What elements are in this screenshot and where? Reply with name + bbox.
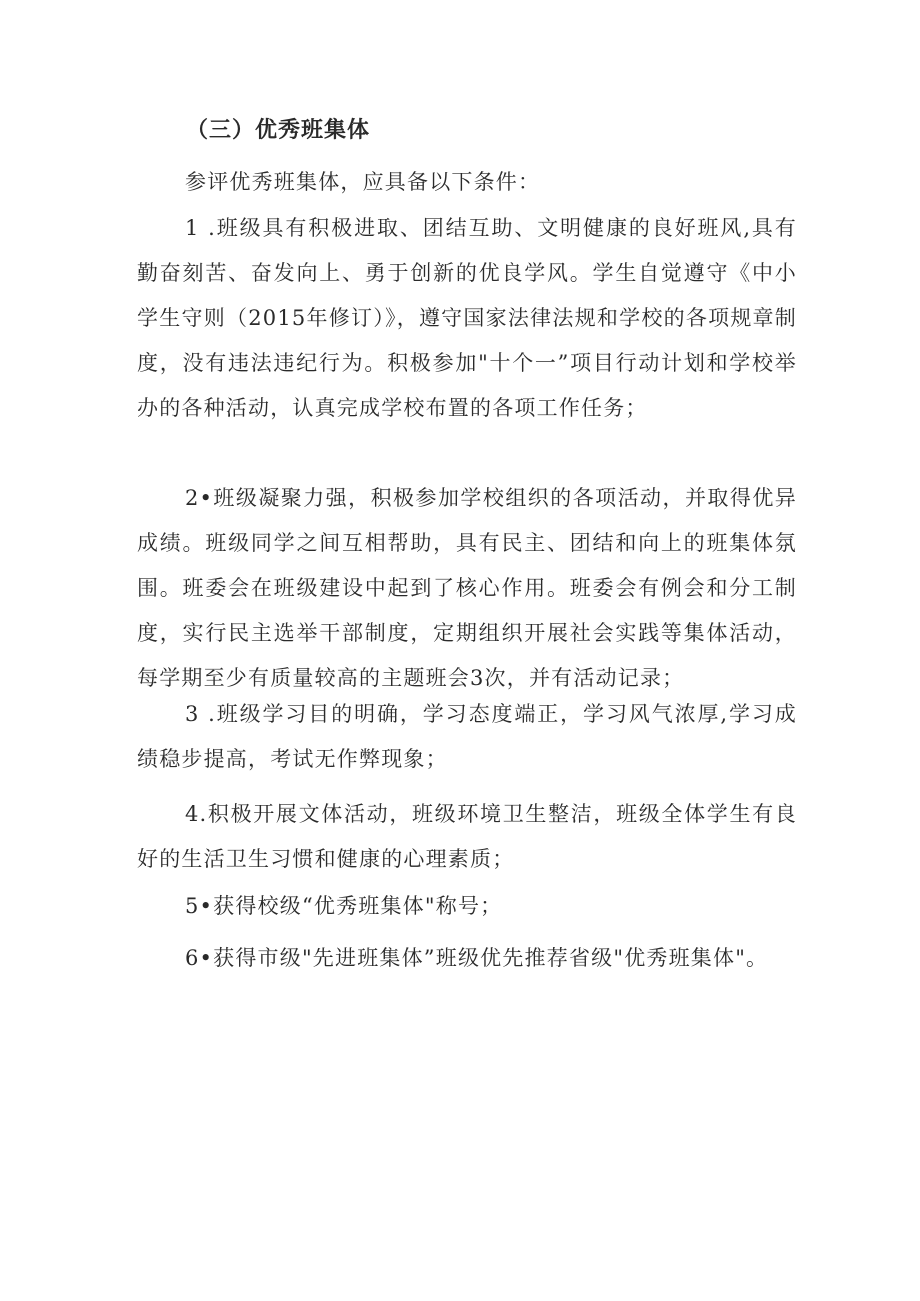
condition-paragraph-6: 6•获得市级"先进班集体”班级优先推荐省级"优秀班集体"。 (185, 946, 769, 970)
condition-paragraph-5: 5•获得校级“优秀班集体"称号； (185, 894, 503, 918)
section-title: （三）优秀班集体 (186, 118, 371, 143)
condition-paragraph-4: 4.积极开展文体活动，班级环境卫生整洁，班级全体学生有良好的生活卫生习惯和健康的心理素质； (137, 802, 797, 871)
intro-paragraph: 参评优秀班集体，应具备以下条件： (185, 170, 541, 194)
condition-paragraph-3: 3 .班级学习目的明确，学习态度端正，学习风气浓厚,学习成绩稳步提高，考试无作弊现象； (137, 702, 797, 771)
condition-paragraph-2: 2•班级凝聚力强，积极参加学校组织的各项活动，并取得优异成绩。班级同学之间互相帮助，具有民主、团结和向上的班集体氛围。班委会在班级建设中起到了核心作用。班委会有例会和分工制度，实行民主选举干部制度，定期组织开展社会实践等集体活动，每学期至少有质量较高的主题班会3次，并有活动记录； (137, 486, 797, 690)
condition-paragraph-1: 1 .班级具有积极进取、团结互助、文明健康的良好班风,具有勤奋刻苦、奋发向上、勇于创新的优良学风。学生自觉遵守《中小学生守则（2015年修订）》，遵守国家法律法规和学校的各项规章制度，没有违法违纪行为。积极参加"十个一”项目行动计划和学校举办的各种活动，认真完成学校布置的各项工作任务； (137, 216, 797, 420)
